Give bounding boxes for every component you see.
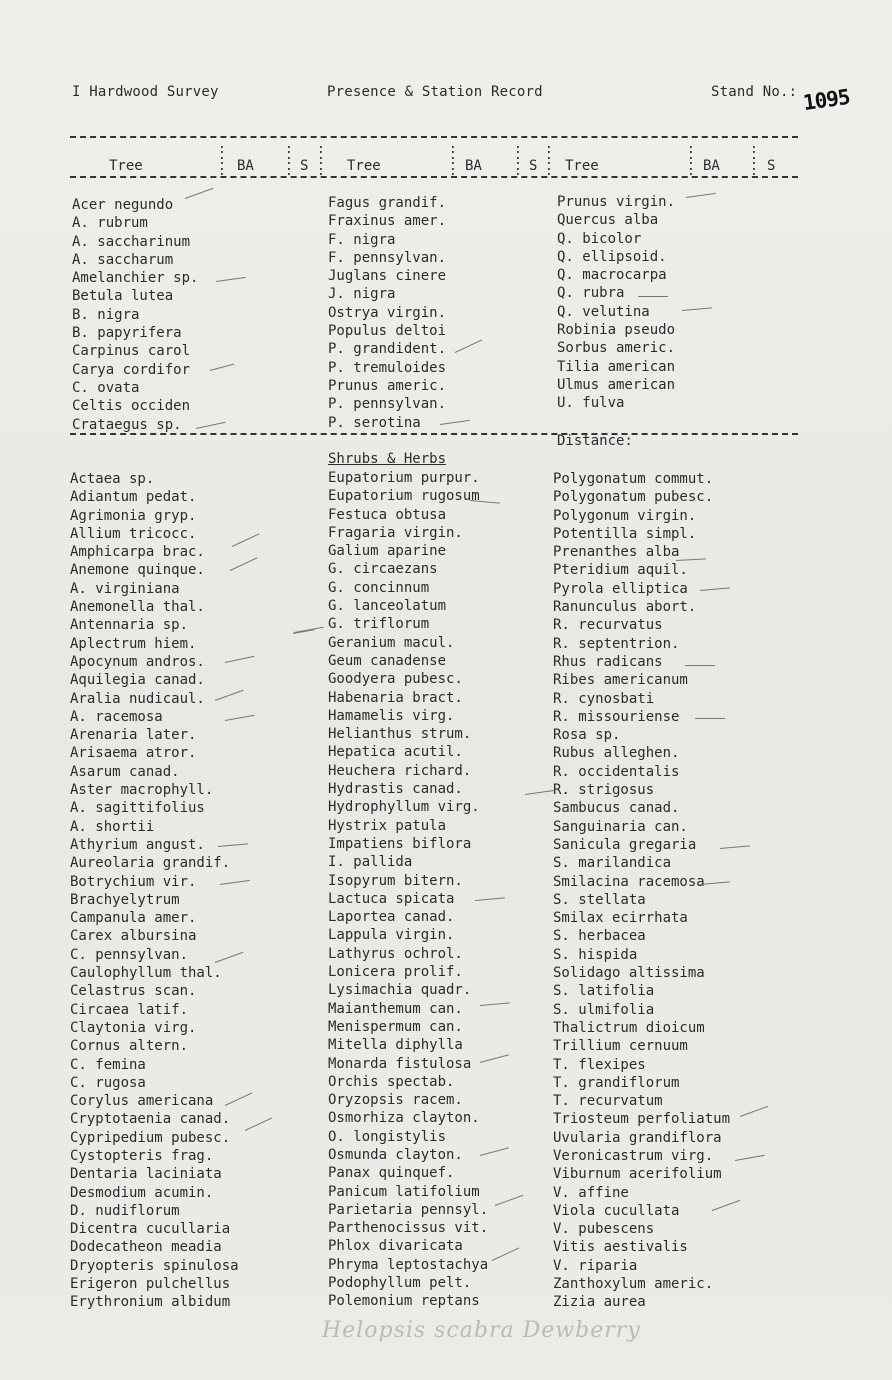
species-entry: Phlox divaricata [328, 1238, 463, 1255]
species-entry: Campanula amer. [70, 910, 197, 927]
species-entry: O. longistylis [328, 1128, 447, 1145]
species-entry: J. nigra [328, 286, 396, 303]
tree-species-list-3 [557, 193, 675, 413]
species-entry: B. nigra [72, 306, 140, 323]
species-entry: R. cynosbati [553, 690, 655, 707]
species-entry: Polygonatum pubesc. [553, 489, 714, 506]
species-entry: I. pallida [328, 854, 413, 871]
species-entry: G. lanceolatum [328, 598, 447, 615]
s-column-header-1: S [300, 158, 309, 174]
species-entry: R. septentrion. [553, 635, 680, 652]
species-entry: Fragaria virgin. [328, 524, 463, 541]
species-entry: Goodyera pubesc. [328, 671, 463, 688]
species-entry: B. papyrifera [72, 325, 182, 342]
species-entry: V. pubescens [553, 1221, 655, 1238]
column-separator: : : : [218, 142, 226, 179]
species-entry: R. missouriense [553, 708, 680, 725]
species-entry: T. flexipes [553, 1056, 646, 1073]
species-entry: Carpinus carol [72, 343, 191, 360]
species-entry: Dicentra cucullaria [70, 1221, 231, 1238]
species-entry: U. fulva [557, 395, 625, 412]
species-entry: Amelanchier sp. [72, 270, 199, 287]
species-entry: Lappula virgin. [328, 927, 455, 944]
header-top-divider [70, 136, 798, 138]
species-entry: V. affine [553, 1184, 629, 1201]
species-entry: Sanguinaria can. [553, 818, 688, 835]
species-entry: Polemonium reptans [328, 1293, 480, 1310]
s-column-header-2: S [529, 158, 538, 174]
species-entry: Eupatorium purpur. [328, 470, 480, 486]
species-entry: Helianthus strum. [328, 726, 472, 743]
species-entry: Quercus alba [557, 212, 659, 229]
species-entry: R. occidentalis [553, 763, 680, 780]
species-entry: Heuchera richard. [328, 762, 472, 779]
check-mark [695, 718, 725, 719]
form-title-middle: Presence & Station Record [327, 84, 543, 100]
species-entry: Monarda fistulosa [328, 1055, 472, 1072]
species-entry: Erythronium albidum [70, 1294, 231, 1311]
check-mark [686, 193, 716, 198]
species-entry: Prunus americ. [328, 377, 447, 394]
species-entry: Tilia american [557, 358, 676, 375]
species-entry: C. femina [70, 1056, 146, 1073]
species-entry: Cystopteris frag. [70, 1147, 214, 1164]
species-entry: Erigeron pulchellus [70, 1276, 231, 1293]
species-entry: Cryptotaenia canad. [70, 1111, 231, 1128]
species-entry: Rubus alleghen. [553, 745, 680, 762]
species-entry: Brachyelytrum [70, 891, 180, 908]
species-entry: Lactuca spicata [328, 890, 455, 907]
herb-species-list-3 [553, 470, 730, 1312]
species-entry: Fagus grandif. [328, 195, 447, 211]
species-entry: Aplectrum hiem. [70, 635, 197, 652]
species-entry: S. hispida [553, 946, 638, 963]
species-entry: Parthenocissus vit. [328, 1220, 489, 1237]
species-entry: Galium aparine [328, 543, 447, 560]
species-entry: P. grandident. [328, 341, 447, 358]
species-entry: Prenanthes alba [553, 544, 680, 561]
species-entry: Anemonella thal. [70, 599, 205, 616]
species-entry: T. recurvatum [553, 1093, 663, 1110]
species-entry: Hystrix patula [328, 817, 447, 834]
species-entry: Geum canadense [328, 652, 447, 669]
species-entry: Celastrus scan. [70, 983, 197, 1000]
species-entry: Betula lutea [72, 288, 174, 305]
check-mark [216, 277, 246, 282]
species-entry: S. marilandica [553, 855, 672, 872]
stand-number-stamp: 1095 [801, 84, 852, 116]
species-entry: Aureolaria grandif. [70, 855, 231, 872]
species-entry: A. saccharum [72, 251, 174, 268]
stand-number-label: Stand No.: [711, 84, 798, 100]
ba-column-header-2: BA [465, 158, 482, 174]
species-entry: Lysimachia quadr. [328, 982, 472, 999]
column-separator: : : : [514, 142, 522, 179]
species-entry: Ribes americanum [553, 672, 688, 689]
species-entry: Populus deltoi [328, 323, 447, 340]
species-entry: Cornus altern. [70, 1038, 189, 1055]
species-entry: Isopyrum bitern. [328, 872, 463, 889]
species-entry: Trillium cernuum [553, 1038, 688, 1055]
species-entry: Antennaria sp. [70, 617, 189, 634]
species-entry: Ostrya virgin. [328, 304, 447, 321]
column-separator: : : : [750, 142, 758, 179]
species-entry: Rosa sp. [553, 727, 621, 744]
species-entry: Carex albursina [70, 928, 197, 945]
species-entry: Dodecatheon meadia [70, 1239, 222, 1256]
column-separator: : : : [545, 142, 553, 179]
species-entry: A. virginiana [70, 580, 180, 597]
species-entry: Zizia aurea [553, 1294, 646, 1311]
species-entry: Pteridium aquil. [553, 562, 688, 579]
species-entry: R. strigosus [553, 782, 655, 799]
species-entry: A. shortii [70, 818, 155, 835]
species-entry: Vitis aestivalis [553, 1239, 688, 1256]
species-entry: G. triflorum [328, 616, 430, 633]
tree-column-header-2: Tree [347, 158, 381, 174]
species-entry: Sorbus americ. [557, 340, 676, 357]
species-entry: Uvularia grandiflora [553, 1129, 722, 1146]
species-entry: Panicum latifolium [328, 1183, 480, 1200]
species-entry: Amphicarpa brac. [70, 544, 205, 561]
form-title-left: I Hardwood Survey [72, 84, 219, 100]
species-entry: Podophyllum pelt. [328, 1275, 472, 1292]
species-entry: Viburnum acerifolium [553, 1166, 722, 1183]
species-entry: Solidago altissima [553, 965, 705, 982]
species-entry: Smilax ecirrhata [553, 910, 688, 927]
species-entry: Botrychium vir. [70, 873, 197, 890]
species-entry: Phryma leptostachya [328, 1256, 489, 1273]
species-entry: F. nigra [328, 231, 396, 248]
species-entry: C. rugosa [70, 1074, 146, 1091]
species-entry: Fraxinus amer. [328, 213, 447, 230]
species-entry: G. circaezans [328, 561, 438, 578]
s-column-header-3: S [767, 158, 776, 174]
species-entry: Hydrophyllum virg. [328, 799, 480, 816]
check-mark [525, 790, 555, 795]
species-entry: D. nudiflorum [70, 1202, 180, 1219]
species-entry: Sanicula gregaria [553, 836, 697, 853]
species-entry: S. latifolia [553, 983, 655, 1000]
species-entry: Anemone quinque. [70, 562, 205, 579]
species-entry: Lathyrus ochrol. [328, 945, 463, 962]
species-entry: Q. rubra [557, 285, 625, 302]
check-mark [455, 339, 483, 353]
species-entry: S. herbacea [553, 928, 646, 945]
check-mark [735, 1155, 765, 1161]
species-entry: Q. velutina [557, 303, 650, 320]
species-entry: Ranunculus abort. [553, 599, 697, 616]
herb-species-list-1 [70, 470, 239, 1312]
species-entry: Maianthemum can. [328, 1000, 463, 1017]
species-entry: G. concinnum [328, 579, 430, 596]
species-entry: S. ulmifolia [553, 1001, 655, 1018]
species-entry: Carya cordifor [72, 361, 191, 378]
species-entry: P. pennsylvan. [328, 396, 447, 413]
species-entry: Claytonia virg. [70, 1019, 197, 1036]
check-mark [740, 1106, 769, 1117]
check-mark [638, 296, 668, 297]
species-entry: Ulmus american [557, 376, 676, 393]
species-entry: Osmorhiza clayton. [328, 1110, 480, 1127]
species-entry: Acer negundo [72, 197, 174, 213]
species-entry: Circaea latif. [70, 1001, 189, 1018]
species-entry: R. recurvatus [553, 617, 663, 634]
species-entry: Celtis occiden [72, 398, 191, 415]
check-mark [196, 422, 226, 429]
species-entry: Aquilegia canad. [70, 672, 205, 689]
distance-label: Distance: [557, 433, 633, 449]
species-entry: Apocynum andros. [70, 653, 205, 670]
species-entry: Cypripedium pubesc. [70, 1129, 231, 1146]
species-entry: Q. ellipsoid. [557, 248, 667, 265]
species-entry: Athyrium angust. [70, 836, 205, 853]
species-entry: Dryopteris spinulosa [70, 1257, 239, 1274]
species-entry: C. pennsylvan. [70, 946, 189, 963]
species-entry: P. tremuloides [328, 359, 447, 376]
species-entry: Q. bicolor [557, 230, 642, 247]
species-entry: Corylus americana [70, 1093, 214, 1110]
species-entry: Allium tricocc. [70, 525, 197, 542]
species-entry: Osmunda clayton. [328, 1146, 463, 1163]
species-entry: Parietaria pennsyl. [328, 1201, 489, 1218]
species-entry: Veronicastrum virg. [553, 1147, 714, 1164]
species-entry: Panax quinquef. [328, 1165, 455, 1182]
species-entry: Caulophyllum thal. [70, 965, 222, 982]
tree-section-divider [70, 433, 798, 435]
species-entry: P. serotina [328, 414, 421, 431]
species-entry: Desmodium acumin. [70, 1184, 214, 1201]
species-entry: Habenaria bract. [328, 689, 463, 706]
species-entry: Triosteum perfoliatum [553, 1111, 731, 1128]
column-separator: : : : [285, 142, 293, 179]
tree-species-list-1 [72, 196, 198, 434]
species-entry: V. riparia [553, 1257, 638, 1274]
species-entry: Sambucus canad. [553, 800, 680, 817]
species-entry: Actaea sp. [70, 471, 155, 487]
species-entry: Eupatorium rugosum [328, 488, 480, 505]
species-entry: Arisaema atror. [70, 745, 197, 762]
check-mark [685, 665, 715, 666]
column-separator: : : : [449, 142, 457, 179]
species-entry: Aster macrophyll. [70, 782, 214, 799]
species-entry: Prunus virgin. [557, 194, 676, 210]
species-entry: Polygonatum commut. [553, 471, 714, 487]
species-entry: Q. macrocarpa [557, 267, 667, 284]
species-entry: Laportea canad. [328, 909, 455, 926]
check-mark [210, 364, 234, 371]
species-entry: Impatiens biflora [328, 835, 472, 852]
species-entry: Potentilla simpl. [553, 525, 697, 542]
species-entry: Pyrola elliptica [553, 580, 688, 597]
species-entry: Orchis spectab. [328, 1073, 455, 1090]
species-entry: Viola cucullata [553, 1202, 680, 1219]
check-mark [185, 188, 214, 199]
check-mark [245, 1117, 273, 1131]
species-entry: A. racemosa [70, 708, 163, 725]
species-entry: Juglans cinere [328, 268, 447, 285]
species-entry: Polygonum virgin. [553, 507, 697, 524]
species-entry: Festuca obtusa [328, 506, 447, 523]
species-entry: Oryzopsis racem. [328, 1092, 463, 1109]
column-header-divider [70, 176, 798, 178]
shrubs-herbs-title: Shrubs & Herbs [328, 451, 447, 467]
species-entry: Geranium macul. [328, 634, 455, 651]
species-entry: Dentaria laciniata [70, 1166, 222, 1183]
species-entry: Mitella diphylla [328, 1037, 463, 1054]
check-mark [682, 307, 712, 311]
species-entry: Hamamelis virg. [328, 707, 455, 724]
species-entry: Adiantum pedat. [70, 489, 197, 506]
species-entry: Menispermum can. [328, 1018, 463, 1035]
species-entry: Arenaria later. [70, 727, 197, 744]
species-entry: Asarum canad. [70, 763, 180, 780]
herb-species-list-2 [328, 469, 488, 1311]
check-mark [492, 1247, 520, 1261]
tree-column-header-3: Tree [565, 158, 599, 174]
species-entry: A. sagittifolius [70, 800, 205, 817]
species-entry: A. saccharinum [72, 233, 191, 250]
species-entry: C. ovata [72, 379, 140, 396]
species-entry: T. grandiflorum [553, 1074, 680, 1091]
column-separator: : : : [317, 142, 325, 179]
column-separator: : : : [687, 142, 695, 179]
ba-column-header-1: BA [237, 158, 254, 174]
species-entry: Zanthoxylum americ. [553, 1276, 714, 1293]
handwritten-note: Helopsis scabra Dewberry [322, 1318, 641, 1343]
species-entry: F. pennsylvan. [328, 249, 447, 266]
species-entry: Aralia nudicaul. [70, 690, 205, 707]
species-entry: Smilacina racemosa [553, 873, 705, 890]
species-entry: A. rubrum [72, 215, 148, 232]
species-entry: Lonicera prolif. [328, 964, 463, 981]
species-entry: Crataegus sp. [72, 416, 182, 433]
species-entry: Agrimonia gryp. [70, 507, 197, 524]
ba-column-header-3: BA [703, 158, 720, 174]
species-entry: Robinia pseudo [557, 322, 676, 339]
check-mark [495, 1195, 524, 1206]
species-entry: Hydrastis canad. [328, 781, 463, 798]
tree-species-list-2 [328, 194, 446, 432]
species-entry: Hepatica acutil. [328, 744, 463, 761]
species-entry: S. stellata [553, 891, 646, 908]
species-entry: Thalictrum dioicum [553, 1019, 705, 1036]
species-entry: Rhus radicans [553, 653, 663, 670]
tree-column-header-1: Tree [109, 158, 143, 174]
